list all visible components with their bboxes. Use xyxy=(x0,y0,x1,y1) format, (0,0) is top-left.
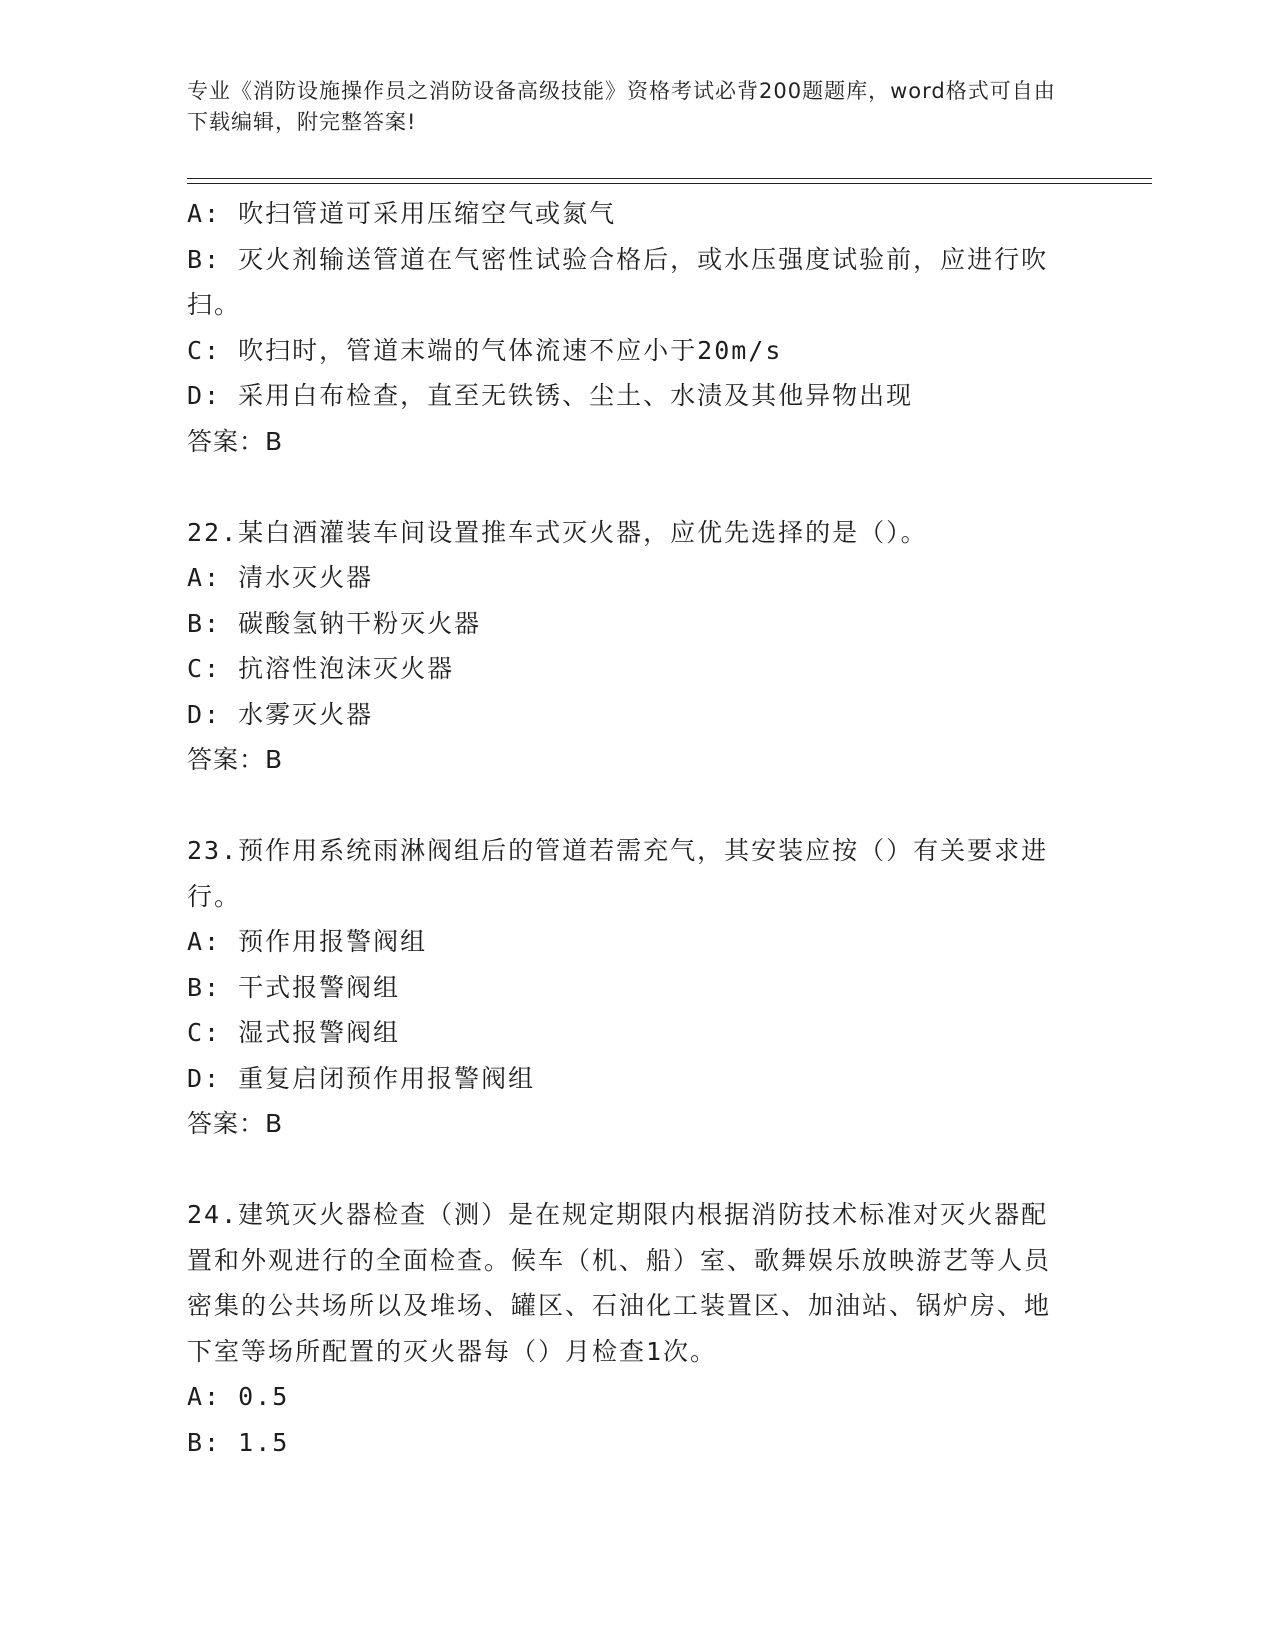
document-title: 专业《消防设施操作员之消防设备高级技能》资格考试必背200题题库，word格式可自由下载编辑，附完整答案! xyxy=(187,79,1056,134)
answer: 答案：B xyxy=(187,1109,284,1138)
option-a: A: 清水灭火器 xyxy=(187,563,374,592)
answer: 答案：B xyxy=(187,426,284,456)
spacer xyxy=(187,783,1067,829)
option-d: D: 重复启闭预作用报警阀组 xyxy=(187,1063,536,1093)
question-22 xyxy=(187,510,1067,783)
spacer xyxy=(187,464,1067,510)
option-b: B: 干式报警阀组 xyxy=(187,972,401,1002)
question-stem: 23.预作用系统雨淋阀组后的管道若需充气，其安装应按（）有关要求进行。 xyxy=(187,836,1049,911)
option-b: B: 1.5 xyxy=(187,1427,290,1457)
question-stem: 22.某白酒灌装车间设置推车式灭火器，应优先选择的是（）。 xyxy=(187,517,928,547)
question-stem: 24.建筑灭火器检查（测）是在规定期限内根据消防技术标准对灭火器配置和外观进行的全面检查。候车（机、船）室、歌舞娱乐放映游艺等人员密集的公共场所以及堆场、罐区、石油化工装置区、加油站、锅炉房、地下室等场所配置的灭火器每（）月检查1次。 xyxy=(187,1200,1052,1366)
spacer xyxy=(187,1147,1067,1193)
answer: 答案：B xyxy=(187,745,284,774)
option-a: A: 预作用报警阀组 xyxy=(187,927,428,956)
option-a: A: 吹扫管道可采用压缩空气或氮气 xyxy=(187,199,617,228)
header-divider-top xyxy=(187,178,1152,179)
option-c: C: 湿式报警阀组 xyxy=(187,1018,401,1047)
option-a: A: 0.5 xyxy=(187,1382,290,1411)
option-d: D: 水雾灭火器 xyxy=(187,699,374,729)
question-21-fragment xyxy=(187,191,1067,464)
option-b: B: 碳酸氢钠干粉灭火器 xyxy=(187,608,482,638)
option-d: D: 采用白布检查，直至无铁锈、尘土、水渍及其他异物出现 xyxy=(187,381,914,410)
option-b: B: 灭火剂输送管道在气密性试验合格后，或水压强度试验前，应进行吹扫。 xyxy=(187,244,1049,319)
question-23 xyxy=(187,828,1067,1147)
header-divider-bottom xyxy=(187,183,1152,184)
option-c: C: 抗溶性泡沫灭火器 xyxy=(187,654,455,683)
option-c: C: 吹扫时，管道末端的气体流速不应小于20m/s xyxy=(187,335,783,365)
question-list xyxy=(187,191,1067,1465)
question-24 xyxy=(187,1192,1067,1465)
